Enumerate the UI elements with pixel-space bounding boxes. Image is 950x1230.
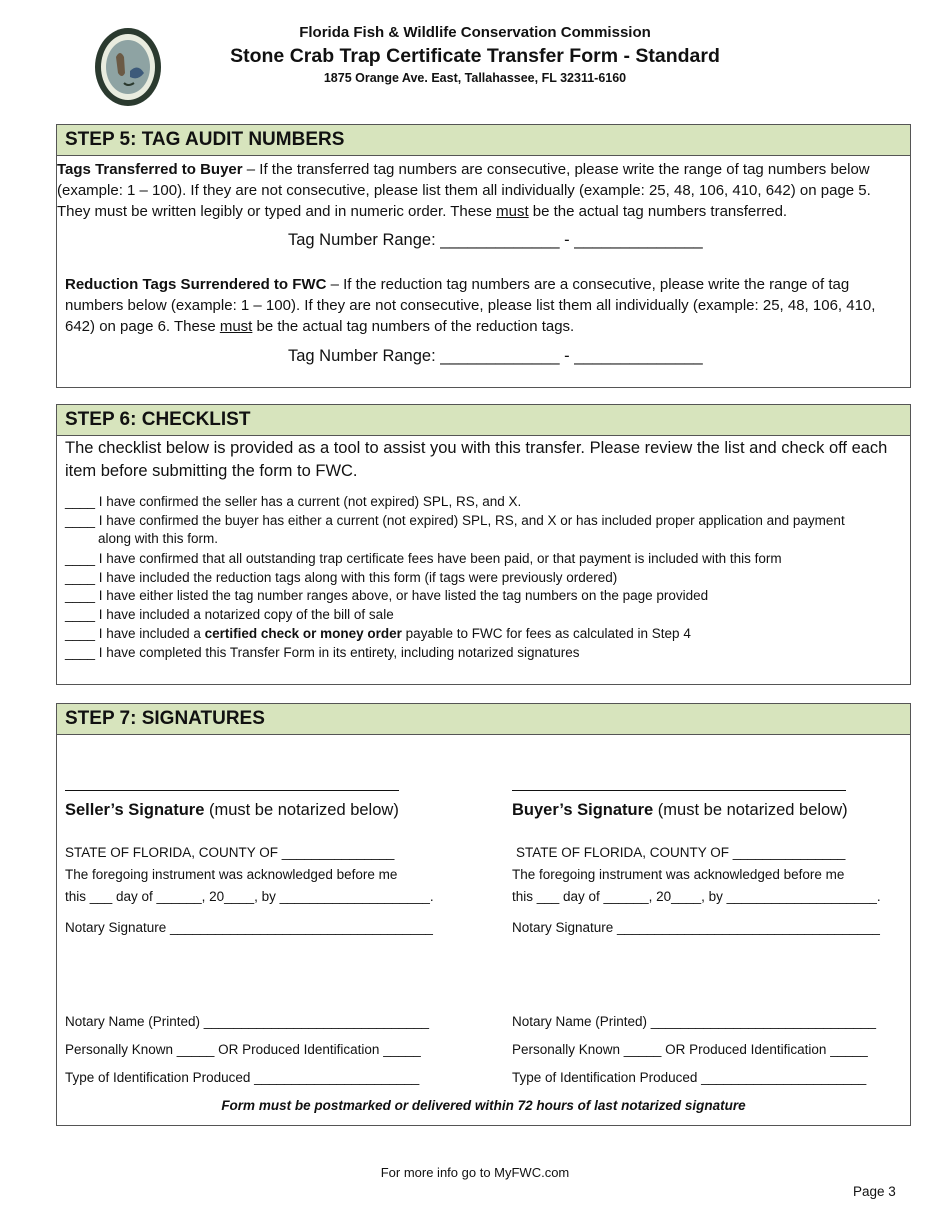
step7-section xyxy=(56,703,911,1126)
checklist-intro: The checklist below is provided as a tool to assist you with this transfer. Please review the list and check off each item before submitting the form to FWC. xyxy=(65,439,888,480)
step7-heading: STEP 7: SIGNATURES xyxy=(57,704,910,735)
seller-notary-signature[interactable]: Notary Signature ___________________________________ xyxy=(65,920,433,935)
step6-heading: STEP 6: CHECKLIST xyxy=(57,405,910,436)
seller-id-type[interactable]: Type of Identification Produced ______________________ xyxy=(65,1070,420,1085)
seller-notary-name[interactable]: Notary Name (Printed) ______________________________ xyxy=(65,1014,430,1029)
checklist-item[interactable]: ____ I have confirmed the buyer has either a current (not expired) SPL, RS, and X or has included proper application and payment xyxy=(65,513,845,528)
buyer-tags-paragraph: Tags Transferred to Buyer – If the transferred tag numbers are consecutive, please write the range of tag numbers below (example: 1 – 100). If they are not consecutive, please list them all individually (example: 25, 48, 106, 410, 642) on page 5. They must be written legibly or typed and in numeric order. These must be the actual tag numbers transferred. xyxy=(57,161,871,220)
buyer-personally-known[interactable]: Personally Known _____ OR Produced Identification _____ xyxy=(512,1042,868,1057)
buyer-tag-range-field[interactable]: Tag Number Range: _____________ - ______________ xyxy=(288,231,703,249)
footer-info: For more info go to MyFWC.com xyxy=(380,1165,570,1180)
checklist-item[interactable]: ____ I have confirmed the seller has a current (not expired) SPL, RS, and X. xyxy=(65,494,522,509)
buyer-notary-name[interactable]: Notary Name (Printed) ______________________________ xyxy=(512,1014,877,1029)
buyer-signature-line[interactable] xyxy=(512,790,846,791)
checklist-item[interactable]: ____ I have confirmed that all outstanding trap certificate fees have been paid, or that payment is included with this form xyxy=(65,551,782,566)
seller-signature-line[interactable] xyxy=(65,790,399,791)
buyer-notary-signature[interactable]: Notary Signature ___________________________________ xyxy=(512,920,880,935)
seller-personally-known[interactable]: Personally Known _____ OR Produced Identification _____ xyxy=(65,1042,421,1057)
reduction-tags-paragraph: Reduction Tags Surrendered to FWC – If the reduction tag numbers are a consecutive, please write the range of tag numbers below (example: 1 – 100). If they are not consecutive, please list them all individually (example: 25, 48, 106, 410, 642) on page 6. These must be the actual tag numbers of the reduction tags. xyxy=(65,276,876,335)
seller-ack-line: The foregoing instrument was acknowledged before me xyxy=(65,867,398,882)
step5-section xyxy=(56,124,911,388)
reduction-tag-range-field[interactable]: Tag Number Range: _____________ - ______________ xyxy=(288,347,703,365)
step5-heading: STEP 5: TAG AUDIT NUMBERS xyxy=(57,125,910,156)
seller-signature-label: Seller’s Signature (must be notarized below) xyxy=(65,801,399,819)
checklist-item[interactable]: ____ I have included a certified check or money order payable to FWC for fees as calculated in Step 4 xyxy=(65,626,691,641)
buyer-id-type[interactable]: Type of Identification Produced ______________________ xyxy=(512,1070,867,1085)
buyer-state-county[interactable]: STATE OF FLORIDA, COUNTY OF _______________ xyxy=(516,845,846,860)
checklist-item[interactable]: ____ I have included the reduction tags along with this form (if tags were previously ordered) xyxy=(65,570,618,585)
page-number: Page 3 xyxy=(853,1184,896,1199)
postmark-footnote: Form must be postmarked or delivered within 72 hours of last notarized signature xyxy=(221,1098,746,1113)
buyer-day-line[interactable]: this ___ day of ______, 20____, by ____________________. xyxy=(512,889,881,904)
organization-name: Florida Fish & Wildlife Conservation Commission xyxy=(299,24,651,41)
buyer-ack-line: The foregoing instrument was acknowledged before me xyxy=(512,867,845,882)
seller-state-county[interactable]: STATE OF FLORIDA, COUNTY OF _______________ xyxy=(65,845,395,860)
form-title: Stone Crab Trap Certificate Transfer Form - Standard xyxy=(230,45,720,67)
reduction-tags-label: Reduction Tags Surrendered to FWC xyxy=(65,276,327,293)
buyer-signature-label: Buyer’s Signature (must be notarized below) xyxy=(512,801,848,819)
checklist-item-continuation: along with this form. xyxy=(98,531,219,546)
seller-day-line[interactable]: this ___ day of ______, 20____, by ____________________. xyxy=(65,889,434,904)
checklist-item[interactable]: ____ I have included a notarized copy of the bill of sale xyxy=(65,607,394,622)
buyer-tags-label: Tags Transferred to Buyer xyxy=(57,161,243,178)
address: 1875 Orange Ave. East, Tallahassee, FL 32311-6160 xyxy=(323,71,627,85)
step6-section xyxy=(56,404,911,685)
checklist-item[interactable]: ____ I have completed this Transfer Form in its entirety, including notarized signatures xyxy=(65,645,580,660)
checklist-item[interactable]: ____ I have either listed the tag number ranges above, or have listed the tag numbers on the page provided xyxy=(65,588,709,603)
